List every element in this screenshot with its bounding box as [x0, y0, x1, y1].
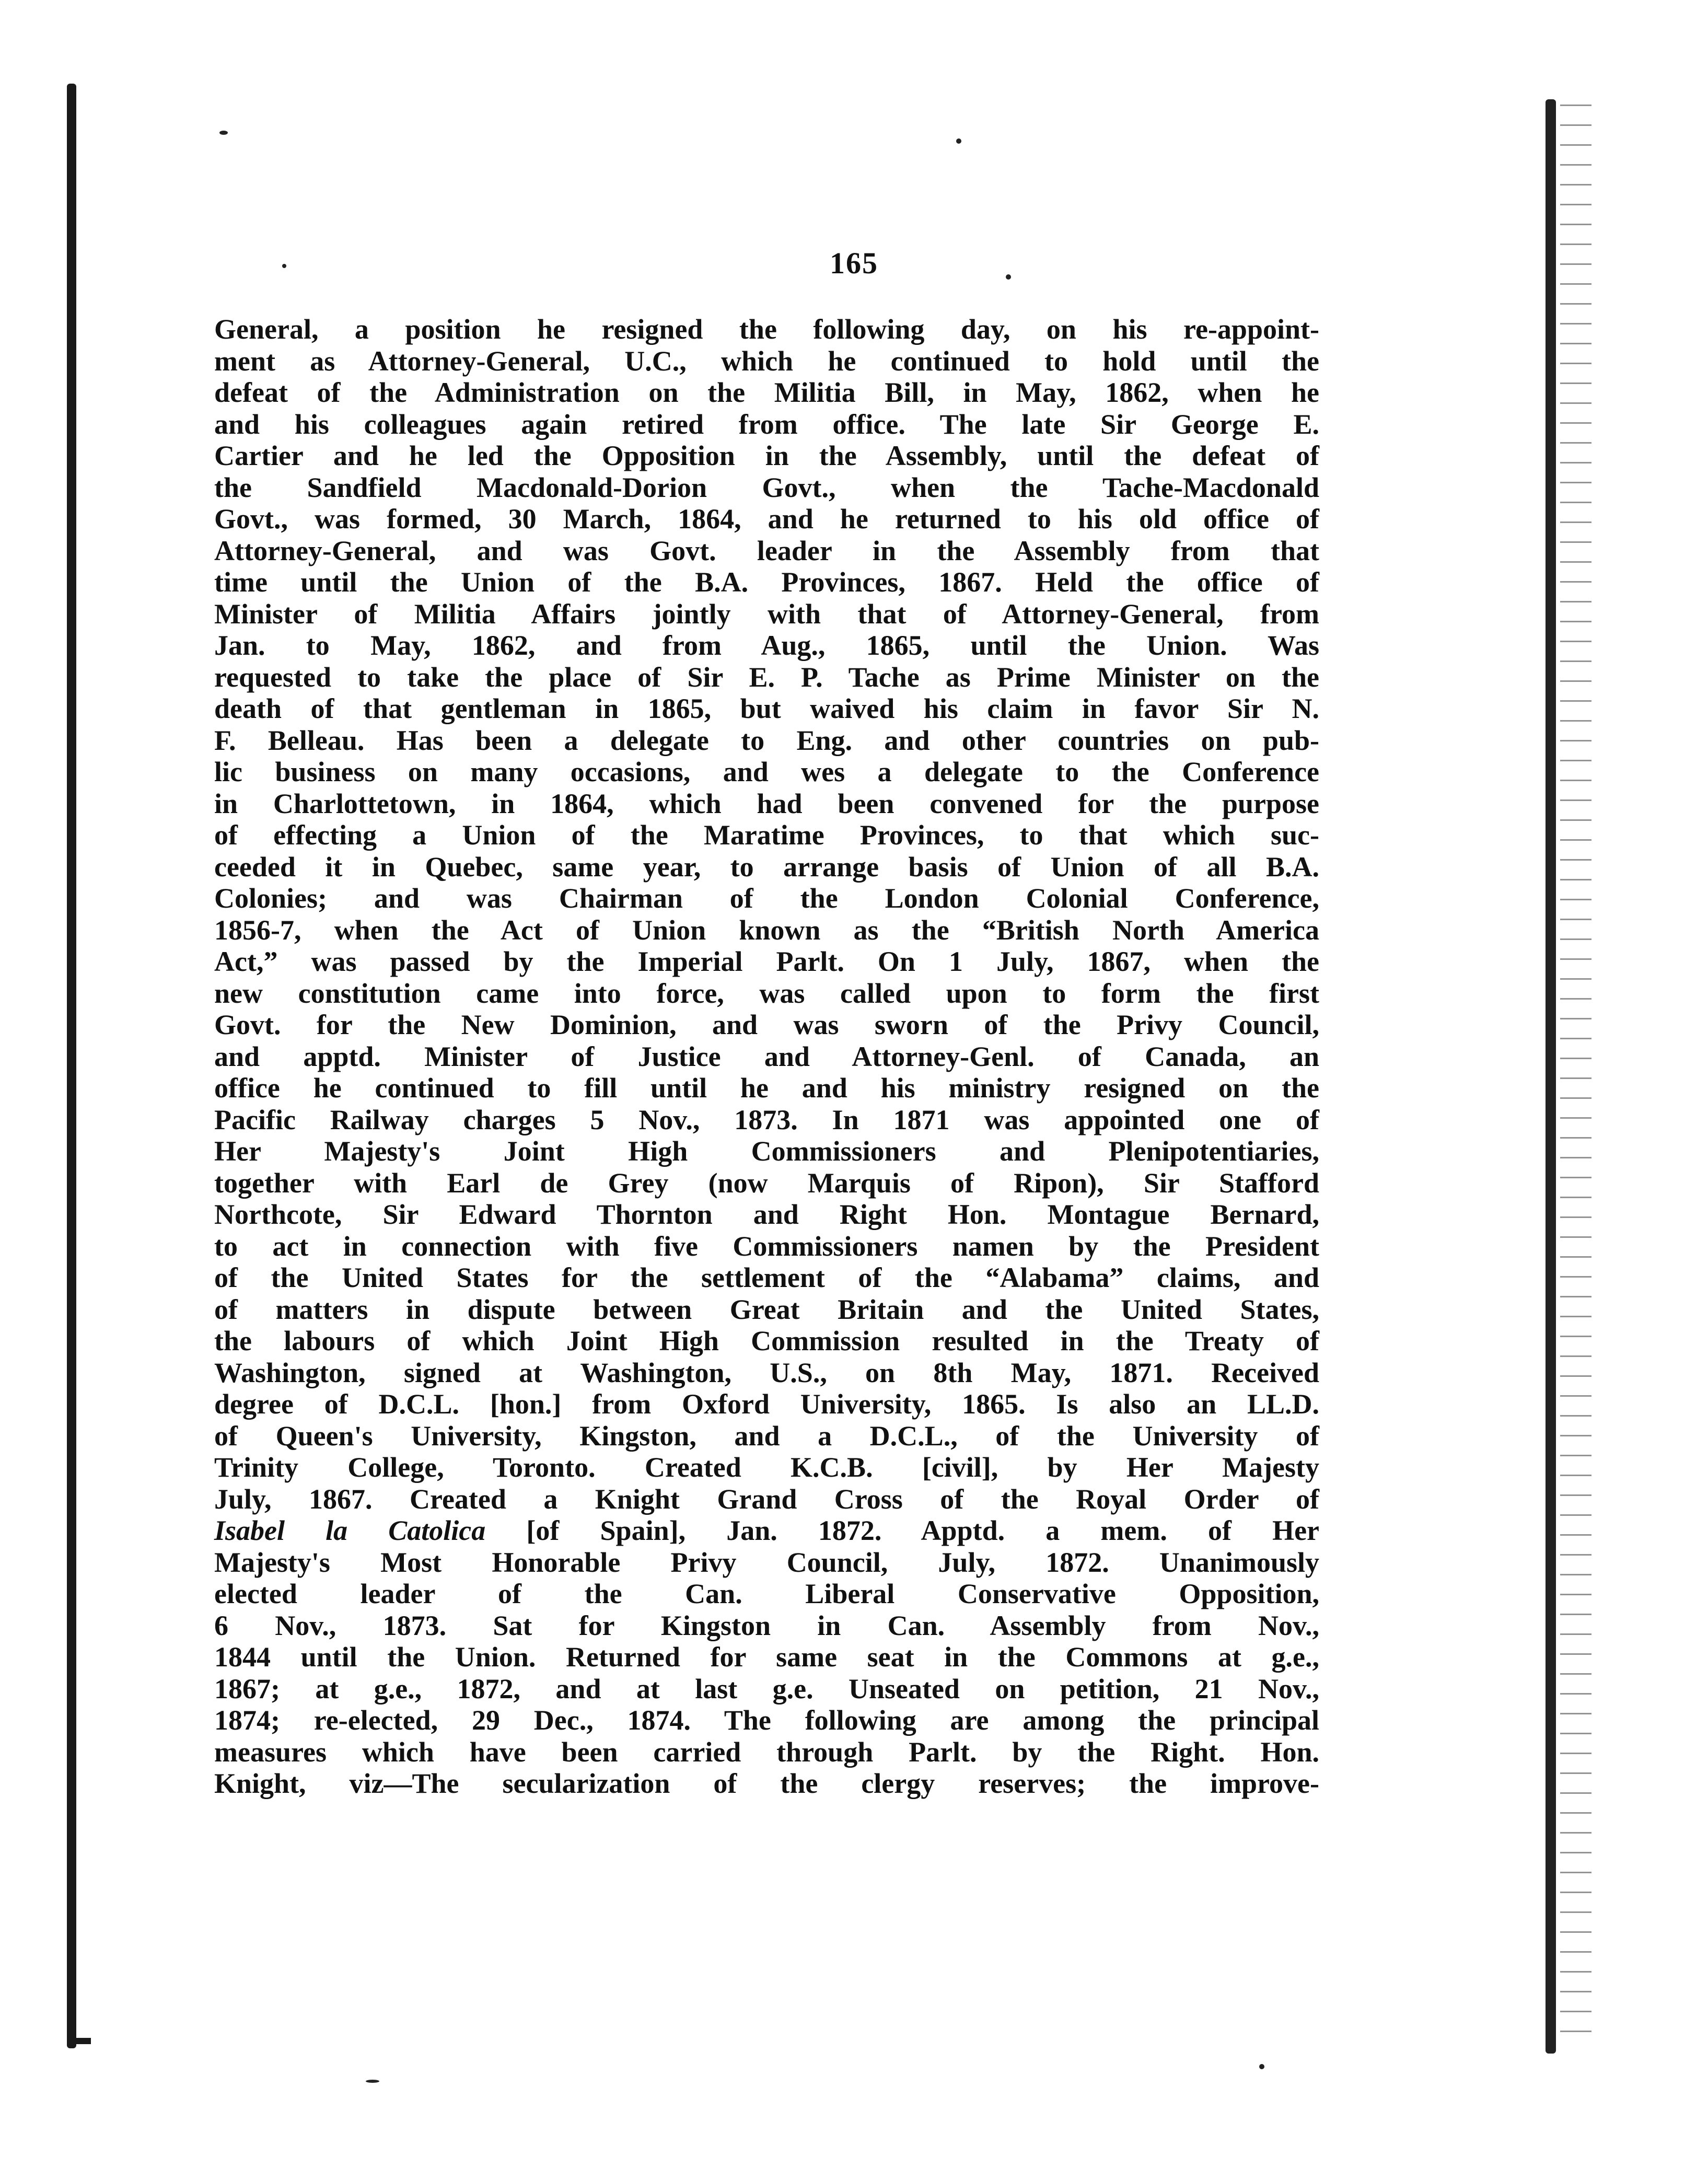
text-line: July, 1867. Created a Knight Grand Cross of the Royal Order of [214, 1483, 1319, 1515]
text-line: 1867; at g.e., 1872, and at last g.e. Unseated on petition, 21 Nov., [214, 1673, 1319, 1704]
text-line: defeat of the Administration on the Militia Bill, in May, 1862, when he [214, 377, 1319, 408]
text-line: Trinity College, Toronto. Created K.C.B. [civil], by Her Majesty [214, 1452, 1319, 1483]
scan-speck [956, 138, 961, 144]
text-line: Washington, signed at Washington, U.S., on 8th May, 1871. Received [214, 1356, 1319, 1388]
text-line: and apptd. Minister of Justice and Attorney-Genl. of Canada, an [214, 1040, 1319, 1072]
scan-speck [366, 2080, 379, 2083]
text-line: the Sandfield Macdonald-Dorion Govt., when the Tache-Macdonald [214, 471, 1319, 503]
text-line: Jan. to May, 1862, and from Aug., 1865, until the Union. Was [214, 630, 1319, 661]
text-line: of Queen's University, Kingston, and a D.C.L., of the University of [214, 1420, 1319, 1452]
text-line: elected leader of the Can. Liberal Conservative Opposition, [214, 1578, 1319, 1609]
text-line: Colonies; and was Chairman of the London Colonial Conference, [214, 883, 1319, 914]
text-line: F. Belleau. Has been a delegate to Eng. and other countries on pub- [214, 724, 1319, 756]
text-line: death of that gentleman in 1865, but waived his claim in favor Sir N. [214, 693, 1319, 724]
scan-speck [219, 131, 228, 135]
text-line: 6 Nov., 1873. Sat for Kingston in Can. Assembly from Nov., [214, 1609, 1319, 1641]
text-line: 1856-7, when the Act of Union known as the “British North America [214, 914, 1319, 946]
text-line: to act in connection with five Commissioners namen by the President [214, 1230, 1319, 1262]
text-line: lic business on many occasions, and wes a delegate to the Conference [214, 756, 1319, 787]
text-line: ment as Attorney-General, U.C., which he continued to hold until the [214, 345, 1319, 377]
text-line: of matters in dispute between Great Britain and the United States, [214, 1293, 1319, 1325]
text-line: Govt., was formed, 30 March, 1864, and he returned to his old office of [214, 503, 1319, 535]
page-number: 165 [830, 246, 878, 280]
scan-speck [1259, 2064, 1264, 2069]
text-line: Knight, viz—The secularization of the clergy reserves; the improve- [214, 1768, 1319, 1799]
italic-phrase: Isabel la Catolica [214, 1515, 486, 1546]
text-line: Her Majesty's Joint High Commissioners and Plenipotentiaries, [214, 1135, 1319, 1167]
text-line: together with Earl de Grey (now Marquis of Ripon), Sir Stafford [214, 1167, 1319, 1199]
text-line-remainder: [of Spain], Jan. 1872. Apptd. a mem. of Her [526, 1515, 1320, 1546]
text-line: new constitution came into force, was called upon to form the first [214, 977, 1319, 1009]
text-line: Govt. for the New Dominion, and was sworn of the Privy Council, [214, 1009, 1319, 1040]
text-line: office he continued to fill until he and his ministry resigned on the [214, 1072, 1319, 1104]
text-line: Cartier and he led the Opposition in the Assembly, until the defeat of [214, 440, 1319, 471]
text-line: time until the Union of the B.A. Provinces, 1867. Held the office of [214, 566, 1319, 598]
text-body [214, 314, 1319, 1800]
text-line: Attorney-General, and was Govt. leader in the Assembly from that [214, 535, 1319, 566]
scan-left-edge [67, 84, 76, 2048]
text-line: and his colleagues again retired from office. The late Sir George E. [214, 408, 1319, 440]
text-line: the labours of which Joint High Commission resulted in the Treaty of [214, 1325, 1319, 1356]
text-line: of the United States for the settlement of the “Alabama” claims, and [214, 1262, 1319, 1293]
text-line: measures which have been carried through Parlt. by the Right. Hon. [214, 1736, 1319, 1768]
text-line: in Charlottetown, in 1864, which had been convened for the purpose [214, 787, 1319, 819]
text-line: General, a position he resigned the following day, on his re-appoint- [214, 314, 1319, 345]
text-line-with-italic [214, 1515, 1319, 1547]
scan-left-foot [67, 2038, 91, 2044]
text-line: 1844 until the Union. Returned for same seat in the Commons at g.e., [214, 1641, 1319, 1673]
text-line: 1874; re-elected, 29 Dec., 1874. The following are among the principal [214, 1704, 1319, 1736]
text-line: ceeded it in Quebec, same year, to arrange basis of Union of all B.A. [214, 851, 1319, 883]
text-line: Northcote, Sir Edward Thornton and Right Hon. Montague Bernard, [214, 1199, 1319, 1230]
text-line: Act,” was passed by the Imperial Parlt. On 1 July, 1867, when the [214, 946, 1319, 977]
scan-right-texture [1560, 105, 1591, 2038]
scan-right-edge [1546, 99, 1556, 2054]
text-line: Minister of Militia Affairs jointly with that of Attorney-General, from [214, 598, 1319, 630]
text-line: Majesty's Most Honorable Privy Council, July, 1872. Unanimously [214, 1546, 1319, 1578]
text-line: of effecting a Union of the Maratime Provinces, to that which suc- [214, 819, 1319, 851]
text-line: degree of D.C.L. [hon.] from Oxford University, 1865. Is also an LL.D. [214, 1388, 1319, 1420]
text-line: requested to take the place of Sir E. P. Tache as Prime Minister on the [214, 661, 1319, 693]
text-line: Pacific Railway charges 5 Nov., 1873. In 1871 was appointed one of [214, 1104, 1319, 1135]
